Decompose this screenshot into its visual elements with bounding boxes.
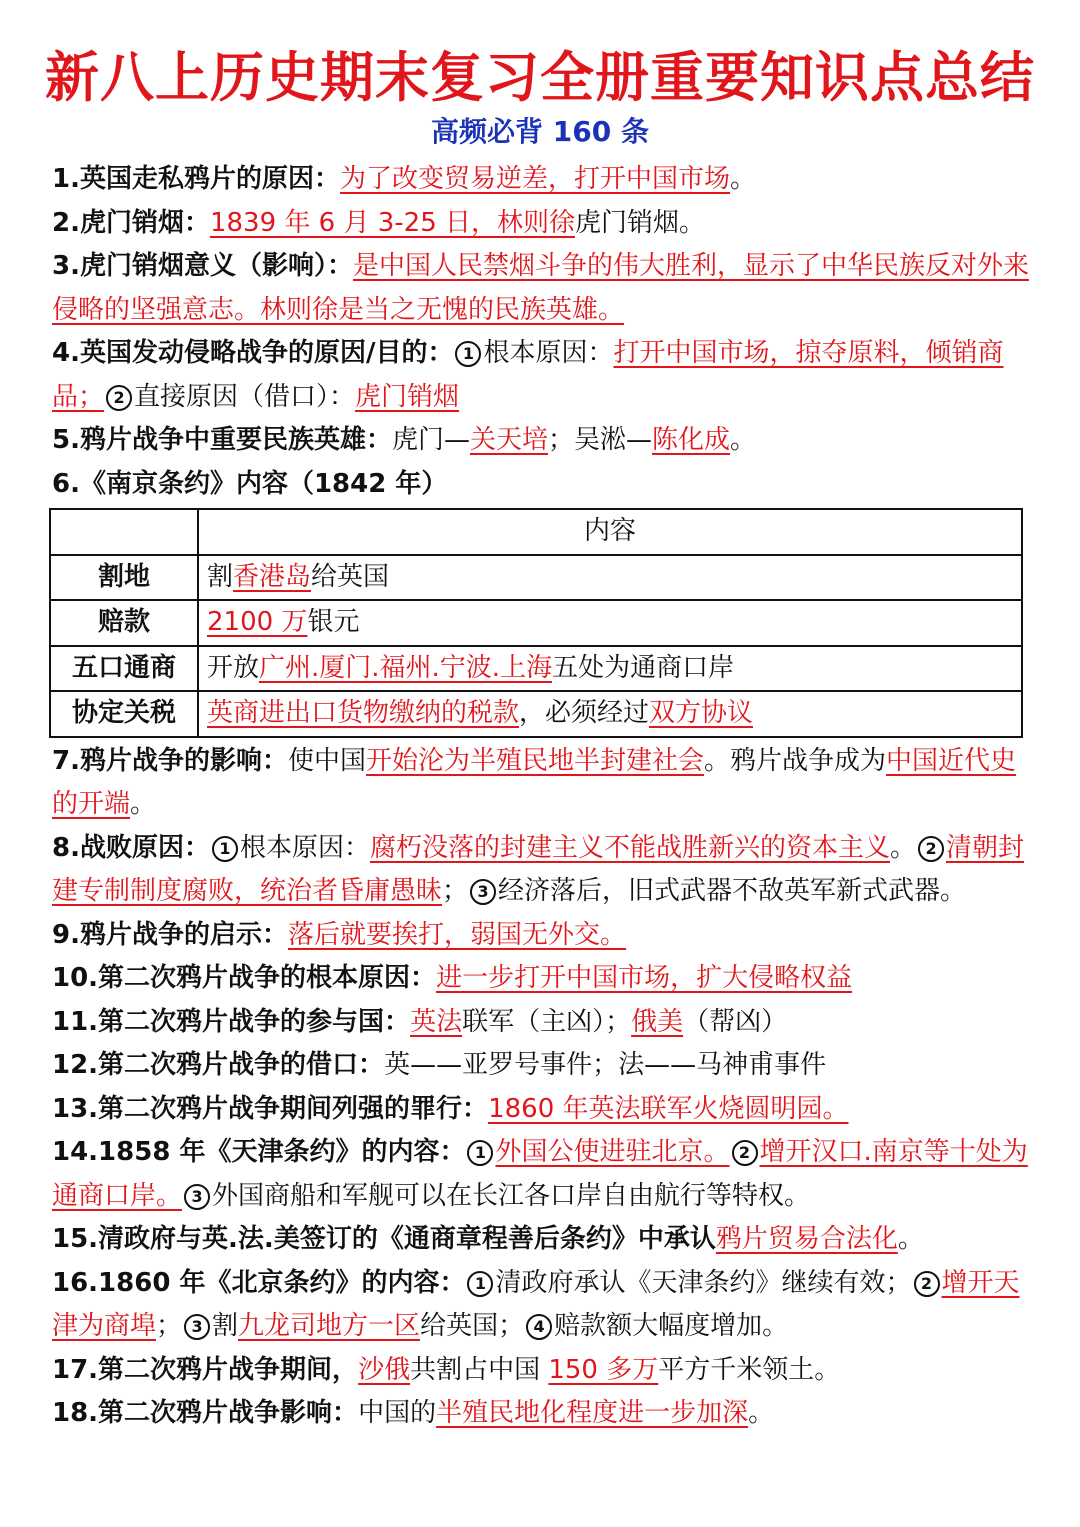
item-18 <box>52 1392 1032 1436</box>
item-2 <box>52 202 1032 246</box>
page-subtitle: 高频必背 160 条 <box>431 115 649 148</box>
highlight: 进一步打开中国市场，扩大侵略权益 <box>436 963 853 993</box>
text: 清政府承认《天津条约》继续有效； <box>495 1267 912 1298</box>
text: 根本原因： <box>483 338 614 368</box>
text: 给英国 <box>311 561 390 592</box>
circled-number: 3 <box>184 1314 210 1340</box>
item-12 <box>52 1044 1032 1088</box>
highlight: 落后就要挨打，弱国无外交。 <box>287 919 626 950</box>
item-label: 4.英国发动侵略战争的原因/目的： <box>52 338 454 368</box>
item-label: 8.战败原因： <box>52 832 210 863</box>
content <box>52 158 1032 1436</box>
item-16 <box>52 1262 1032 1349</box>
item-label: 3.虎门销烟意义（影响）： <box>52 251 353 281</box>
circled-number: 2 <box>106 385 132 411</box>
table-row <box>50 555 1022 601</box>
item-label: 5.鸦片战争中重要民族英雄： <box>52 425 392 455</box>
table-corner-cell <box>50 509 198 555</box>
highlight: 俄美 <box>631 1006 684 1037</box>
text: 外国商船和军舰可以在长江各口岸自由航行等特权。 <box>212 1180 811 1211</box>
highlight: 清朝封建专制制度腐败，统治者昏庸愚昧 <box>52 832 1025 906</box>
item-15 <box>52 1218 1032 1262</box>
text: ，必须经过 <box>519 698 650 728</box>
item-label: 18.第二次鸦片战争影响： <box>52 1398 359 1428</box>
text: 。 <box>729 164 756 194</box>
text: 。 <box>897 1224 924 1254</box>
highlight: 为了改变贸易逆差，打开中国市场 <box>339 164 730 194</box>
text: ；吴淞— <box>548 425 653 455</box>
circled-number: 3 <box>470 879 496 905</box>
highlight: 虎门销烟 <box>355 381 460 412</box>
highlight: 陈化成 <box>652 425 731 455</box>
highlight: 1860 年英法联军火烧圆明园。 <box>488 1093 849 1124</box>
item-label: 14.1858 年《天津条约》的内容： <box>52 1137 466 1167</box>
highlight: 九龙司地方一区 <box>238 1311 421 1341</box>
circled-number: 4 <box>526 1314 552 1340</box>
circled-number: 2 <box>914 1271 940 1297</box>
item-11 <box>52 1001 1032 1045</box>
item-9 <box>52 914 1032 958</box>
item-label: 13.第二次鸦片战争期间列强的罪行： <box>52 1093 489 1124</box>
item-14 <box>52 1131 1032 1218</box>
text: 共割占中国 <box>410 1354 549 1385</box>
item-label: 9.鸦片战争的启示： <box>52 919 288 950</box>
item-8 <box>52 827 1032 914</box>
row-content <box>198 555 1022 601</box>
item-label: 2.虎门销烟： <box>52 207 210 238</box>
item-label: 12.第二次鸦片战争的借口： <box>52 1050 385 1080</box>
table-row <box>50 691 1022 737</box>
highlight: 外国公使进驻北京。 <box>495 1137 730 1167</box>
circled-number: 2 <box>918 836 944 862</box>
circled-number: 1 <box>212 836 238 862</box>
highlight: 英商进出口货物缴纳的税款 <box>207 698 520 728</box>
circled-number: 1 <box>467 1140 493 1166</box>
row-label: 割地 <box>50 555 198 601</box>
text: （帮凶） <box>683 1006 788 1037</box>
item-1 <box>52 158 1032 202</box>
circled-number: 2 <box>732 1140 758 1166</box>
table-row <box>50 600 1022 646</box>
item-5 <box>52 419 1032 463</box>
highlight: 1839 年 6 月 3-25 日，林则徐 <box>209 207 576 238</box>
row-label: 五口通商 <box>50 646 198 692</box>
highlight: 增开天津为商埠 <box>52 1267 1020 1341</box>
highlight: 腐朽没落的封建主义不能战胜新兴的资本主义 <box>369 832 890 863</box>
text: 联军（主凶）； <box>462 1006 632 1037</box>
text: 五处为通商口岸 <box>552 652 735 683</box>
circled-number: 1 <box>467 1271 493 1297</box>
row-label: 协定关税 <box>50 691 198 737</box>
row-content <box>198 600 1022 646</box>
text: ； <box>156 1311 183 1341</box>
item-3 <box>52 245 1032 332</box>
text: 使中国 <box>287 745 366 776</box>
highlight: 是中国人民禁烟斗争的伟大胜利，显示了中华民族反对外来侵略的坚强意志。林则徐是当之无愧的民族英雄。 <box>52 251 1029 325</box>
page-title: 新八上历史期末复习全册重要知识点总结 <box>45 46 1035 109</box>
item-label: 15.清政府与英.法.美签订的《通商章程善后条约》中承认 <box>52 1224 716 1254</box>
item-label: 16.1860 年《北京条约》的内容： <box>52 1267 466 1298</box>
item-17 <box>52 1349 1032 1393</box>
circled-number: 1 <box>455 341 481 367</box>
item-label: 1.英国走私鸦片的原因： <box>52 164 340 194</box>
table-row <box>50 646 1022 692</box>
text: 。 <box>730 425 757 455</box>
text: 。 <box>890 832 917 863</box>
text: 开放 <box>207 652 260 683</box>
highlight: 半殖民地化程度进一步加深 <box>436 1398 749 1428</box>
highlight: 2100 万 <box>207 607 308 637</box>
treaty-table <box>49 508 1023 738</box>
text: 割 <box>212 1311 239 1341</box>
item-label: 11.第二次鸦片战争的参与国： <box>52 1006 411 1037</box>
item-4 <box>52 332 1032 419</box>
text: 给英国； <box>420 1311 525 1341</box>
text: 根本原因： <box>239 832 370 863</box>
table-header-row <box>50 509 1022 555</box>
highlight: 英法 <box>410 1006 463 1037</box>
text: 银元 <box>307 607 360 637</box>
item-13 <box>52 1088 1032 1132</box>
item-6 <box>52 463 1032 507</box>
item-label: 10.第二次鸦片战争的根本原因： <box>52 963 437 993</box>
highlight: 150 多万 <box>548 1354 659 1385</box>
text: 经济落后，旧式武器不敌英军新式武器。 <box>498 876 967 906</box>
text: 平方千米领土。 <box>658 1354 841 1385</box>
text: 中国的 <box>358 1398 437 1428</box>
text: ； <box>442 876 469 906</box>
highlight: 增开汉口.南京等十处为通商口岸。 <box>52 1137 1028 1211</box>
highlight: 沙俄 <box>358 1354 411 1385</box>
text: 直接原因（借口）： <box>134 381 356 412</box>
item-label: 17.第二次鸦片战争期间， <box>52 1354 359 1385</box>
text: 赔款额大幅度增加。 <box>554 1311 789 1341</box>
row-label: 赔款 <box>50 600 198 646</box>
highlight: 广州.厦门.福州.宁波.上海 <box>259 652 553 683</box>
text: 割 <box>207 561 234 592</box>
text: 。鸦片战争成为 <box>704 745 887 776</box>
item-10 <box>52 957 1032 1001</box>
text: 。 <box>748 1398 775 1428</box>
highlight: 鸦片贸易合法化 <box>715 1224 898 1254</box>
highlight: 关天培 <box>469 425 548 455</box>
highlight: 中国近代史的开端 <box>52 745 1017 819</box>
row-content <box>198 646 1022 692</box>
highlight: 打开中国市场，掠夺原料，倾销商品； <box>52 338 1004 412</box>
text: 。 <box>130 789 157 819</box>
circled-number: 3 <box>184 1184 210 1210</box>
item-label: 6.《南京条约》内容（1842 年） <box>52 468 448 499</box>
item-label: 7.鸦片战争的影响： <box>52 745 288 776</box>
text: 虎门销烟。 <box>575 207 706 238</box>
text: 英——亚罗号事件；法——马神甫事件 <box>384 1050 827 1080</box>
text: 虎门— <box>391 425 470 455</box>
row-content <box>198 691 1022 737</box>
table-header-cell: 内容 <box>198 509 1022 555</box>
highlight: 开始沦为半殖民地半封建社会 <box>365 745 704 776</box>
item-7 <box>52 740 1032 827</box>
highlight: 双方协议 <box>649 698 754 728</box>
highlight: 香港岛 <box>233 561 312 592</box>
